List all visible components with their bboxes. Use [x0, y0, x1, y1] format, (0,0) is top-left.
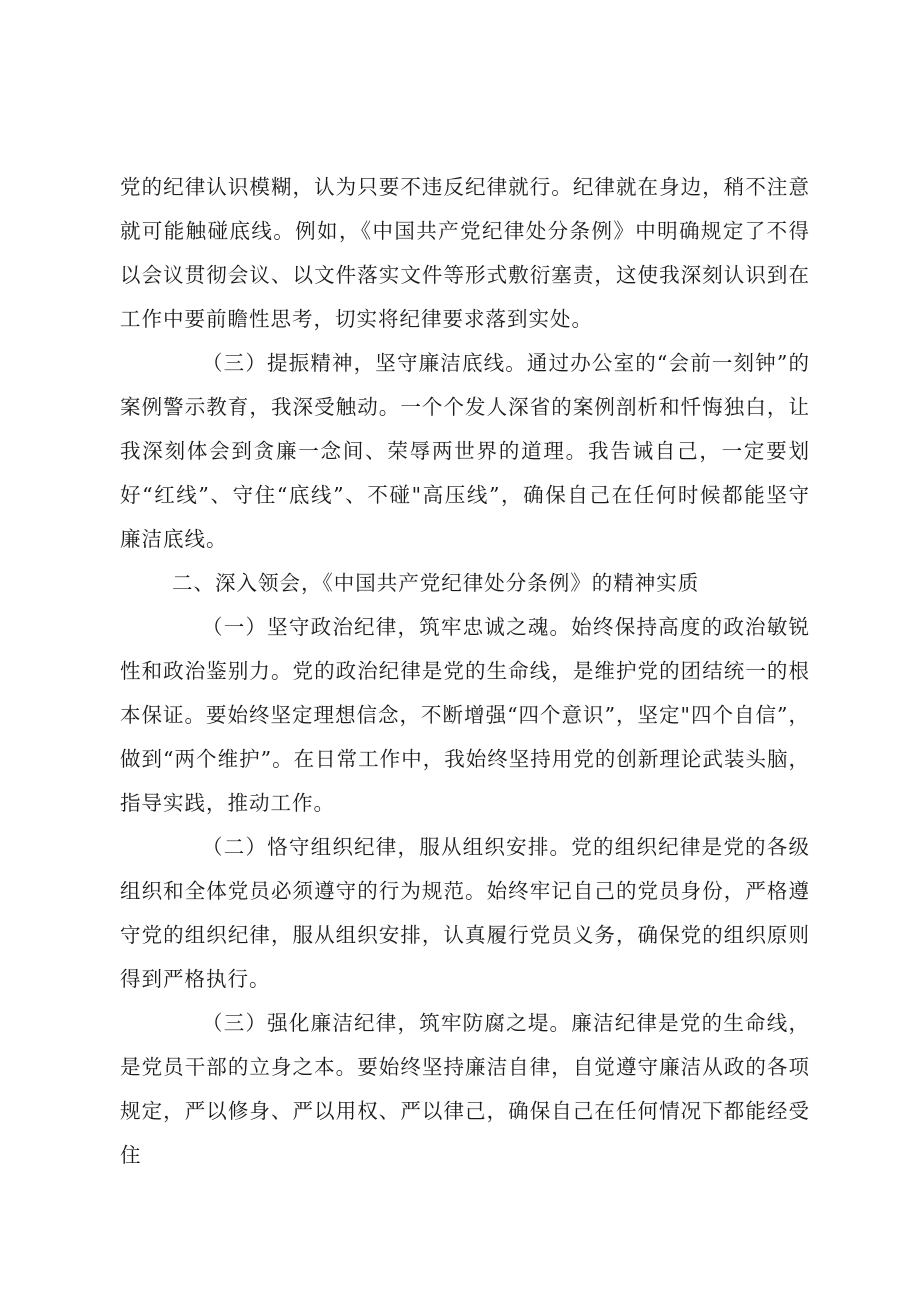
paragraph-continuation: 党的纪律认识模糊，认为只要不违反纪律就行。纪律就在身边，稍不注意就可能触碰底线。例如，《中国共产党纪律处分条例》中明确规定了不得以会议贯彻会议、以文件落实文件等形式敷衍塞责，这使我深刻认识到在工作中要前瞻性思考，切实将纪律要求落到实处。	[120, 175, 810, 331]
document-body	[120, 165, 810, 1177]
paragraph-organizational-discipline: （二）恪守组织纪律，服从组织安排。党的组织纪律是党的各级组织和全体党员必须遵守的行为规范。始终牢记自己的党员身份，严格遵守党的组织纪律，服从组织安排，认真履行党员义务，确保党的组织原则得到严格执行。	[120, 835, 810, 991]
paragraph-integrity-bottom-line: （三）提振精神，坚守廉洁底线。通过办公室的“会前一刻钟”的案例警示教育，我深受触动。一个个发人深省的案例剖析和忏悔独白，让我深刻体会到贪廉一念间、荣辱两世界的道理。我告诫自己，一定要划好“红线”、守住“底线”、不碰"高压线”，确保自己在任何时候都能坚守廉洁底线。	[120, 351, 810, 551]
section-heading: 二、深入领会，《中国共产党纪律处分条例》的精神实质	[172, 571, 700, 595]
paragraph-political-discipline: （一）坚守政治纪律，筑牢忠诚之魂。始终保持高度的政治敏锐性和政治鉴别力。党的政治纪律是党的生命线，是维护党的团结统一的根本保证。要始终坚定理想信念，不断增强“四个意识”，坚定"四个自信”，做到“两个维护”。在日常工作中，我始终坚持用党的创新理论武装头脑，指导实践，推动工作。	[120, 615, 810, 815]
paragraph-integrity-discipline: （三）强化廉洁纪律，筑牢防腐之堤。廉洁纪律是党的生命线，是党员干部的立身之本。要始终坚持廉洁自律，自觉遵守廉洁从政的各项规定，严以修身、严以用权、严以律己，确保自己在任何情况下都能经受住	[120, 1011, 810, 1167]
